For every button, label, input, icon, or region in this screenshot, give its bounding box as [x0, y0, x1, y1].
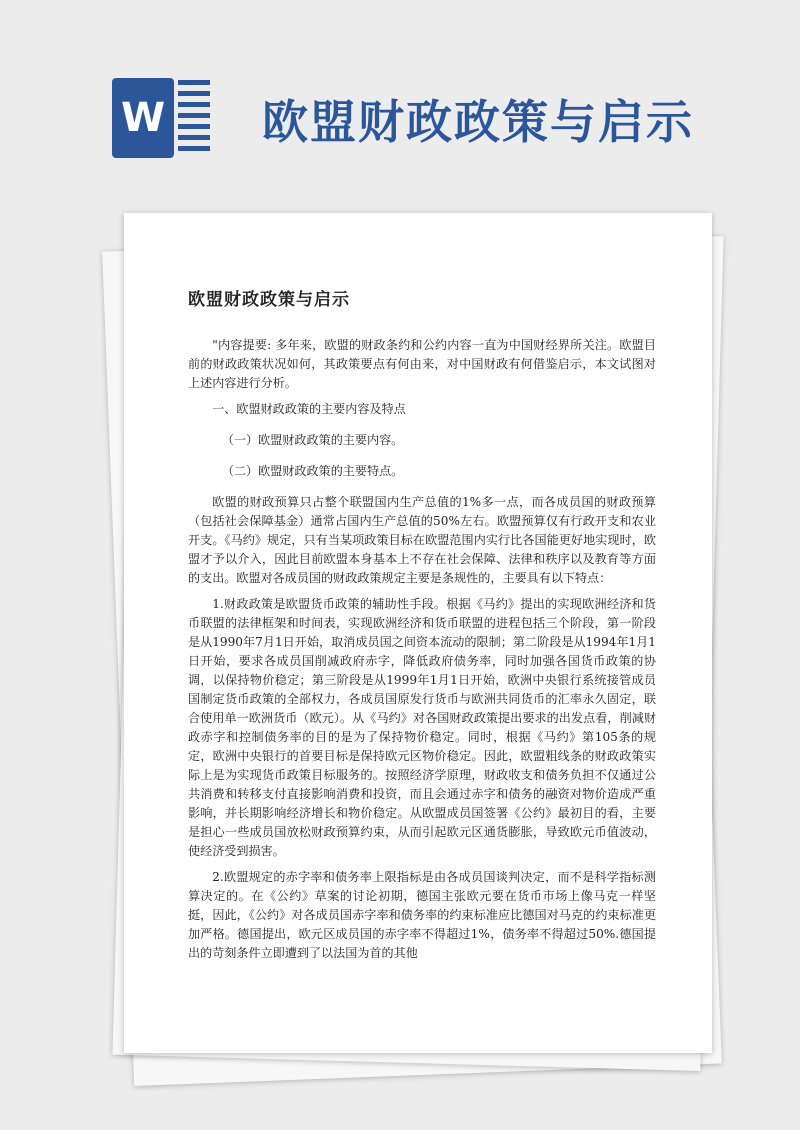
header: [0, 0, 800, 200]
section-heading: 一、欧盟财政政策的主要内容及特点: [212, 402, 406, 416]
word-logo-lines: [178, 80, 210, 157]
paragraph-list: [188, 336, 656, 963]
body-paragraph: 2.欧盟规定的赤字率和债务率上限指标是由各成员国谈判决定，而不是科学指标测算决定的。在《公约》草案的讨论初期，德国主张欧元要在货币市场上像马克一样坚挺，因此，《公约》对各成员国赤字率和债务率的约束标准应比德国对马克的约束标准更加严格。德国提出，欧元区成员国的赤字率不得超过1%，债务率不得超过50%.德国提出的苛刻条件立即遭到了以法国为首的其他: [188, 870, 656, 960]
banner-title: 欧盟财政政策与启示: [262, 95, 694, 149]
body-paragraph: 1.财政政策是欧盟货币政策的辅助性手段。根据《马约》提出的实现欧洲经济和货币联盟的法律框架和时间表，实现欧洲经济和货币联盟的进程包括三个阶段，第一阶段是从1990年7月1日开始，取消成员国之间资本流动的限制；第二阶段是从1994年1月1日开始，要求各成员国削减政府赤字，降低政府债务率，同时加强各国货币政策的协调，以保持物价稳定；第三阶段是从1999年1月1日开始，欧洲中央银行系统接管成员国制定货币政策的全部权力，各成员国原发行货币与欧洲共同货币的汇率永久固定，联合使用单一欧洲货币（欧元）。从《马约》对各国财政政策提出要求的出发点看，削减财政赤字和控制债务率的目的是为了保持物价稳定。同时，根据《马约》第105条的规定，欧洲中央银行的首要目标是保持欧元区物价稳定。因此，欧盟粗线条的财政政策实际上是为实现货币政策目标服务的。按照经济学原理，财政收支和债务负担不仅通过公共消费和转移支付直接影响消费和投资，而且会通过赤字和债务的融资对物价造成严重影响，并长期影响经济增长和物价稳定。从欧盟成员国签署《公约》最初目的看，主要是担心一些成员国放松财政预算约束，从而引起欧元区通货膨胀，导致欧元币值波动，使经济受到损害。: [188, 597, 656, 858]
body-paragraph: "内容提要: 多年来，欧盟的财政条约和公约内容一直为中国财经界所关注。欧盟目前的财政政策状况如何，其政策要点有何由来，对中国财政有何借鉴启示，本文试图对上述内容进行分析。: [188, 338, 656, 390]
word-logo-letter: W: [112, 78, 174, 158]
subsection-heading: （二）欧盟财政政策的主要特点。: [221, 464, 404, 478]
word-logo-icon: [112, 74, 210, 162]
body-paragraph: 欧盟的财政预算只占整个联盟国内生产总值的1%多一点，而各成员国的财政预算（包括社会保障基金）通常占国内生产总值的50%左右。欧盟预算仅有行政开支和农业开支。《马约》规定，只有当某项政策目标在欧盟范围内实行比各国能更好地实现时，欧盟才予以介入，因此目前欧盟本身基本上不存在社会保障、法律和秩序以及教育等方面的支出。欧盟对各成员国的财政政策规定主要是条规性的，主要具有以下特点：: [188, 495, 656, 585]
document-page: [124, 213, 712, 1053]
document-body: [188, 285, 656, 970]
subsection-heading: （一）欧盟财政政策的主要内容。: [221, 433, 404, 447]
article-title: 欧盟财政政策与启示: [188, 290, 350, 310]
